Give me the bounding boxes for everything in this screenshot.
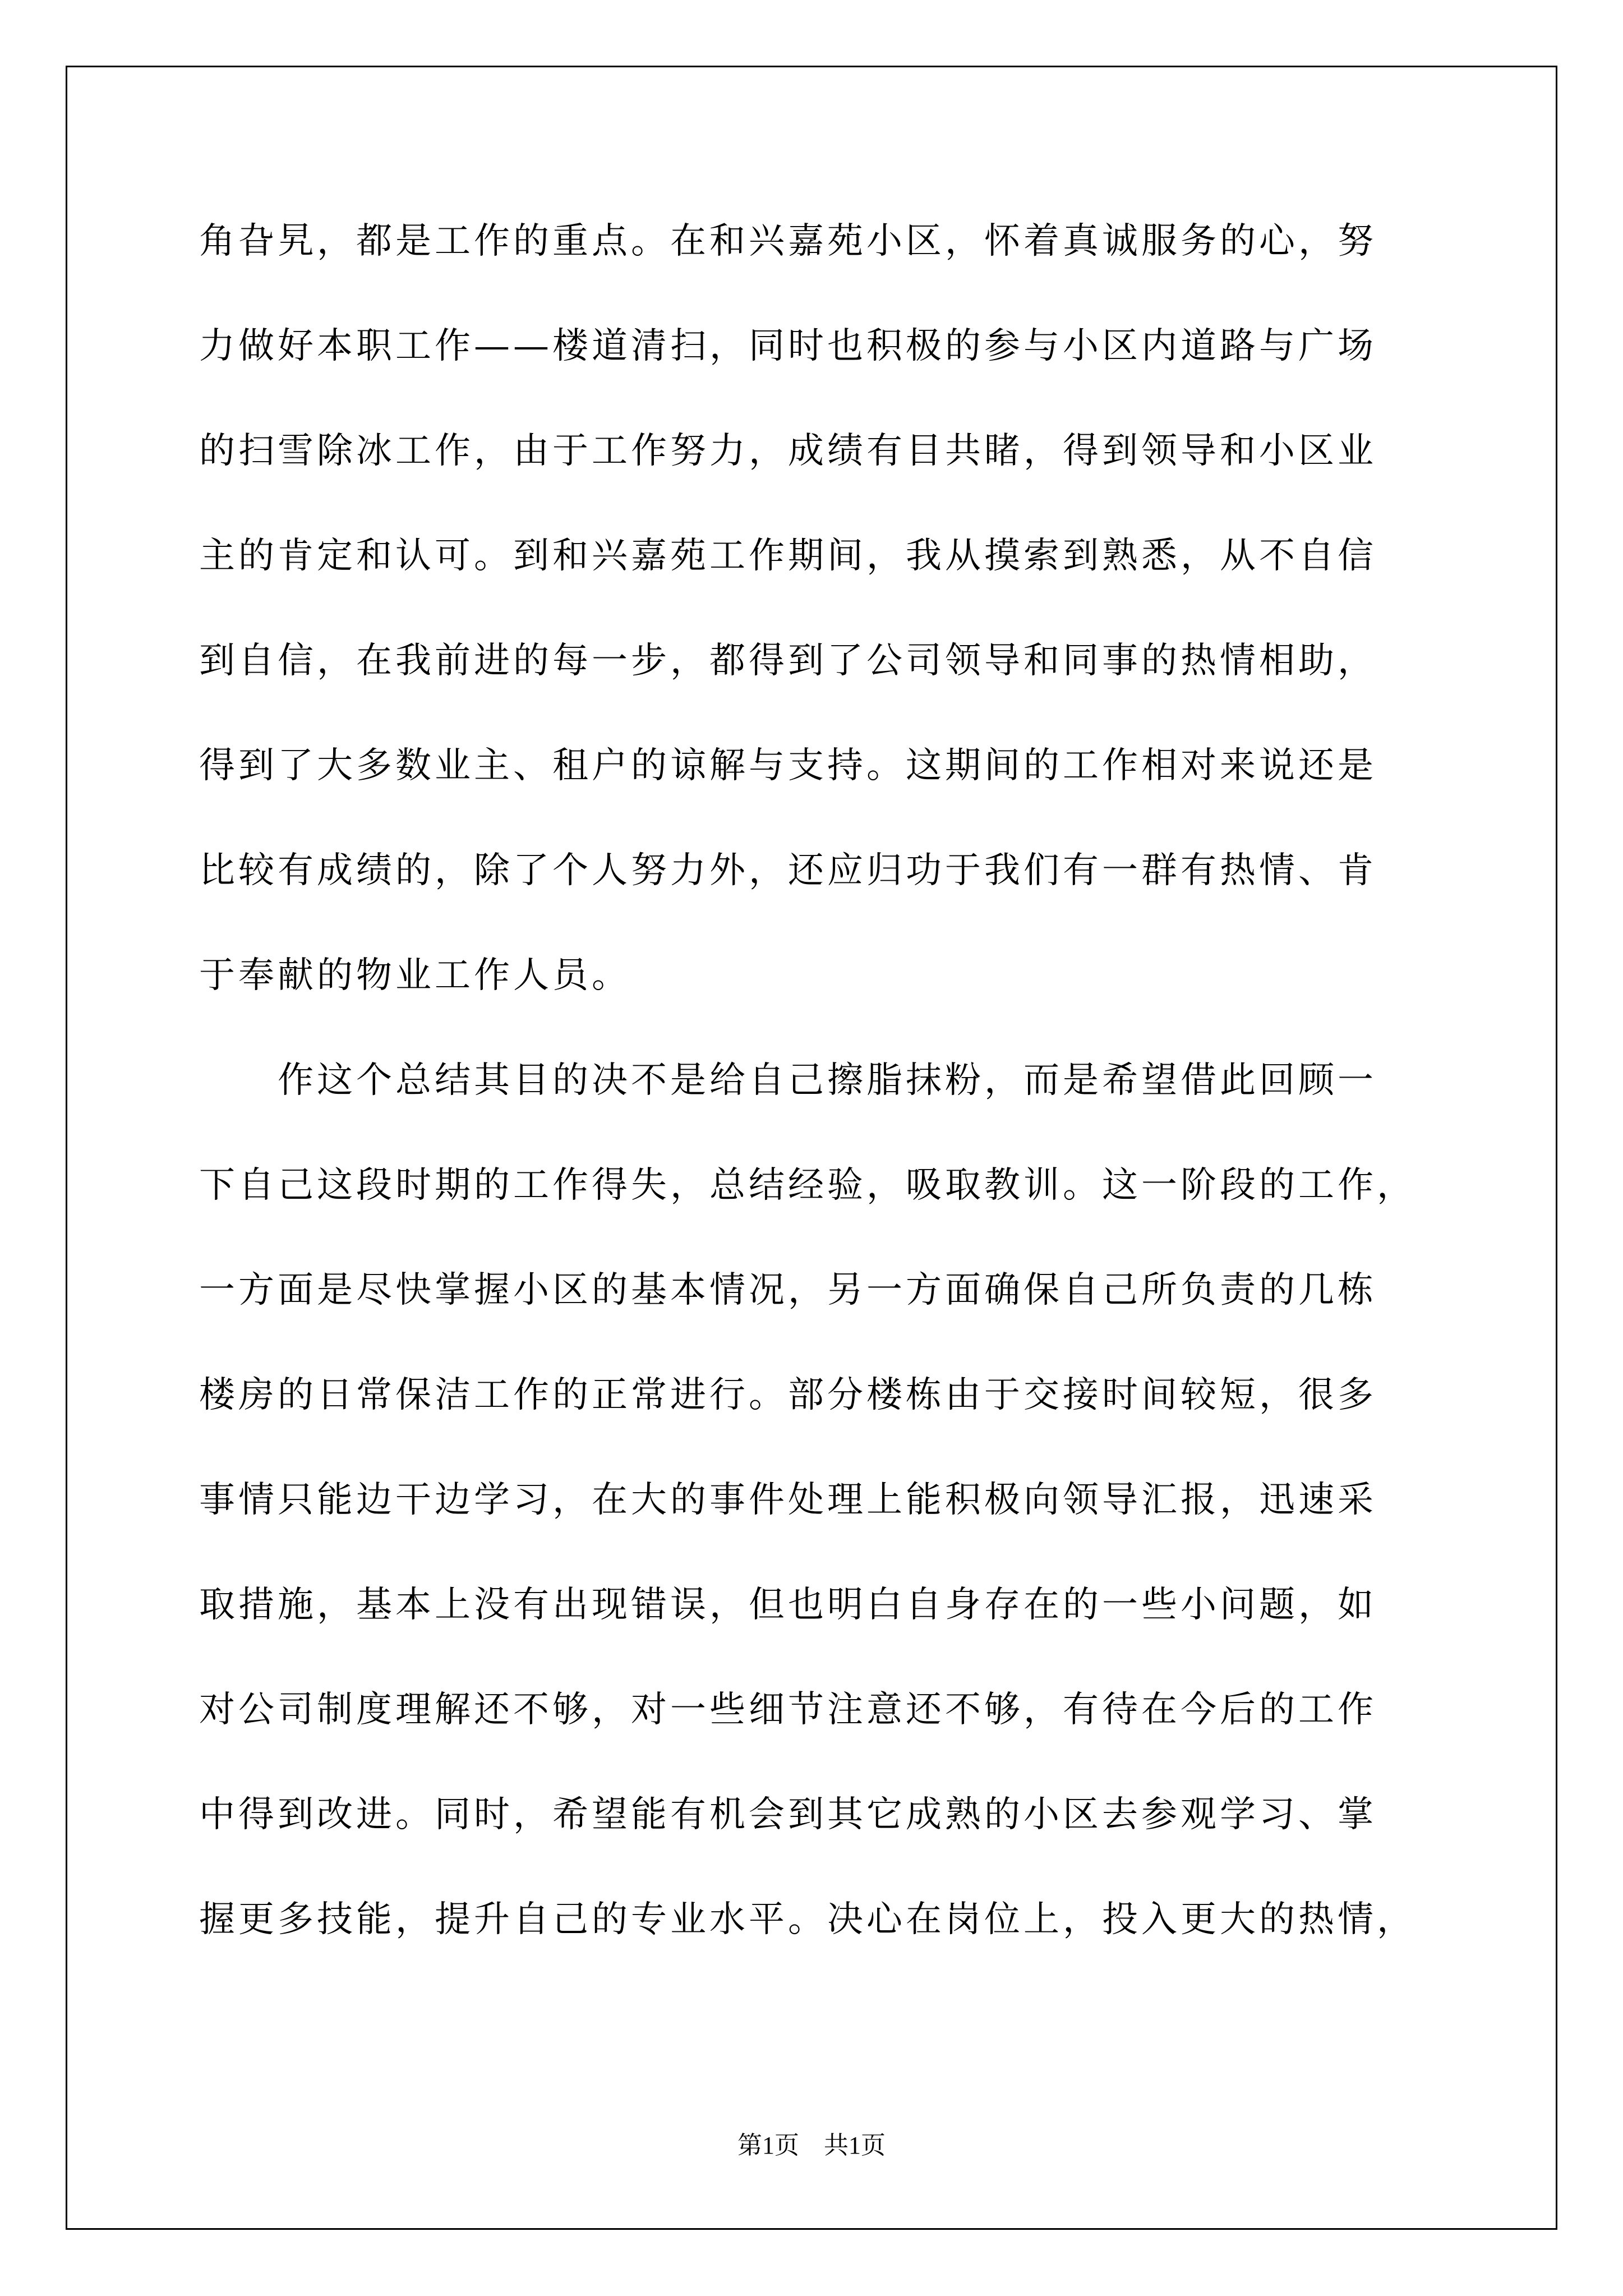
text-line: 主的肯定和认可。到和兴嘉苑工作期间，我从摸索到熟悉，从不自信 <box>199 535 1377 577</box>
text-line: 得到了大多数业主、租户的谅解与支持。这期间的工作相对来说还是 <box>199 745 1377 786</box>
text-line: 中得到改进。同时，希望能有机会到其它成熟的小区去参观学习、掌 <box>199 1794 1377 1835</box>
text-line: 楼房的日常保洁工作的正常进行。部分楼栋由于交接时间较短，很多 <box>199 1374 1377 1416</box>
text-line: 一方面是尽快掌握小区的基本情况，另一方面确保自己所负责的几栋 <box>199 1269 1377 1311</box>
text-line: 力做好本职工作——楼道清扫，同时也积极的参与小区内道路与广场 <box>199 325 1377 367</box>
text-line: 于奉献的物业工作人员。 <box>199 955 631 996</box>
text-line: 作这个总结其目的决不是给自己擦脂抹粉，而是希望借此回顾一 <box>199 1060 1377 1101</box>
text-line: 下自己这段时期的工作得失，总结经验，吸取教训。这一阶段的工作， <box>199 1165 1416 1206</box>
text-line: 对公司制度理解还不够，对一些细节注意还不够，有待在今后的工作 <box>199 1689 1377 1731</box>
text-line: 事情只能边干边学习，在大的事件处理上能积极向领导汇报，迅速采 <box>199 1479 1377 1521</box>
text-line: 到自信，在我前进的每一步，都得到了公司领导和同事的热情相助， <box>199 640 1377 682</box>
document-body <box>199 210 1461 1994</box>
text-line: 的扫雪除冰工作，由于工作努力，成绩有目共睹，得到领导和小区业 <box>199 430 1377 472</box>
text-line: 角旮旯，都是工作的重点。在和兴嘉苑小区，怀着真诚服务的心，努 <box>199 220 1377 262</box>
text-line: 取措施，基本上没有出现错误，但也明白自身存在的一些小问题，如 <box>199 1584 1377 1626</box>
text-line: 比较有成绩的，除了个人努力外，还应归功于我们有一群有热情、肯 <box>199 850 1377 891</box>
text-line: 握更多技能，提升自己的专业水平。决心在岗位上，投入更大的热情， <box>199 1899 1416 1940</box>
page-footer: 第1页 共1页 <box>737 2132 886 2159</box>
